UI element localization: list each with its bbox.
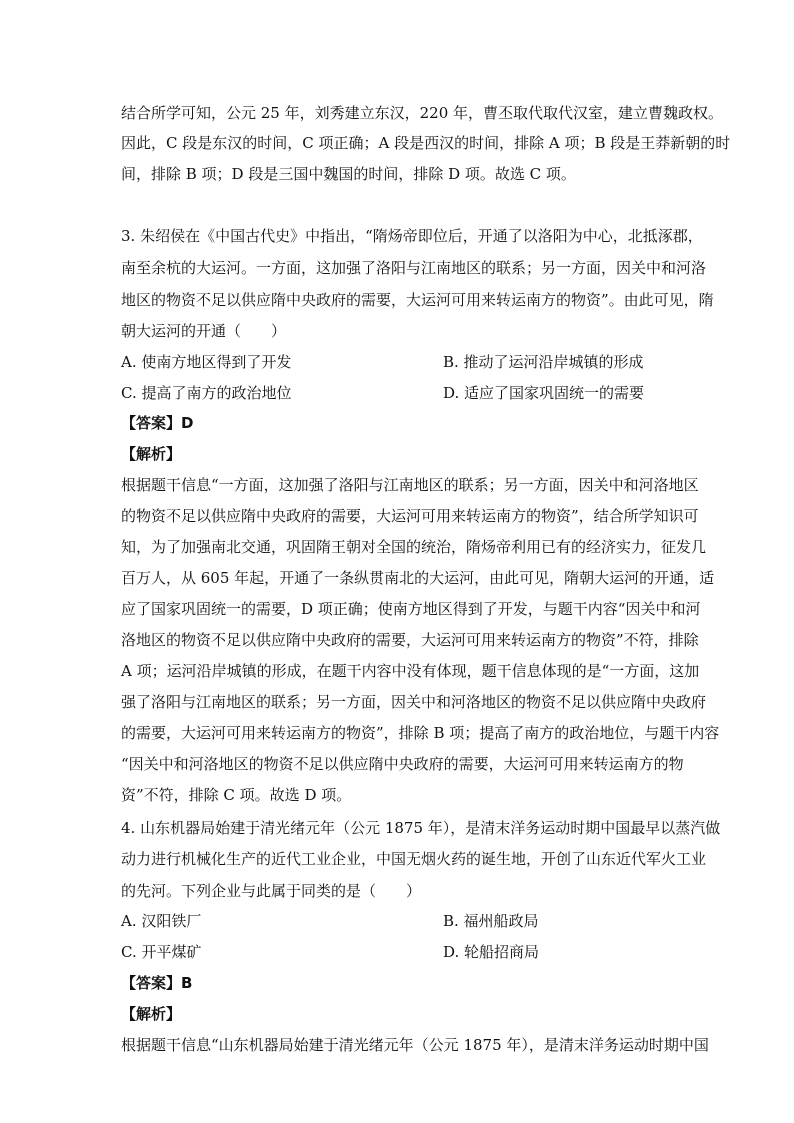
q4-option-a: A. 汉阳铁厂	[121, 912, 202, 930]
q3-analysis-line: 根据题干信息“一方面，这加强了洛阳与江南地区的联系；另一方面，因关中和河洛地区	[121, 476, 699, 494]
q3-analysis-line: 的需要，大运河可用来转运南方的物资”，排除 B 项；提高了南方的政治地位，与题干内容	[121, 724, 720, 742]
q4-analysis-label: 【解析】	[121, 1005, 182, 1023]
q3-analysis-line: 百万人，从 605 年起，开通了一条纵贯南北的大运河，由此可见，隋朝大运河的开通，适	[121, 569, 715, 587]
q4-option-d: D. 轮船招商局	[443, 943, 540, 961]
q3-analysis-line: 知，为了加强南北交通，巩固隋王朝对全国的统治，隋炀帝利用已有的经济实力，征发几	[121, 538, 707, 556]
q3-option-b: B. 推动了运河沿岸城镇的形成	[443, 353, 644, 371]
q4-stem-line: 4. 山东机器局始建于清光绪元年（公元 1875 年），是清末洋务运动时期中国最早以蒸汽做	[121, 819, 721, 837]
prev-analysis-line: 结合所学可知，公元 25 年，刘秀建立东汉，220 年，曹丕取代取代汉室，建立曹魏政权。	[121, 104, 724, 122]
q3-analysis-line: A 项；运河沿岸城镇的形成，在题干内容中没有体现，题干信息体现的是“一方面，这加	[121, 662, 700, 680]
q3-answer: 【答案】D	[121, 414, 194, 432]
q4-stem-line: 动力进行机械化生产的近代工业企业，中国无烟火药的诞生地，开创了山东近代军火工业	[121, 850, 707, 868]
q3-analysis-line: 的物资不足以供应隋中央政府的需要，大运河可用来转运南方的物资”，结合所学知识可	[121, 507, 699, 525]
q3-stem-line: 南至余杭的大运河。一方面，这加强了洛阳与江南地区的联系；另一方面，因关中和河洛	[121, 259, 707, 277]
q3-analysis-line: 应了国家巩固统一的需要，D 项正确；使南方地区得到了开发，与题干内容“因关中和河	[121, 600, 701, 618]
q4-analysis-line: 根据题干信息“山东机器局始建于清光绪元年（公元 1875 年），是清末洋务运动时期中国	[121, 1036, 709, 1054]
q3-analysis-line: 资”不符，排除 C 项。故选 D 项。	[121, 786, 352, 804]
prev-analysis-line: 因此，C 段是东汉的时间，C 项正确；A 段是西汉的时间，排除 A 项；B 段是王莽新朝的时	[121, 134, 731, 152]
q3-option-c: C. 提高了南方的政治地位	[121, 384, 292, 402]
q3-analysis-line: 洛地区的物资不足以供应隋中央政府的需要，大运河可用来转运南方的物资”不符，排除	[121, 631, 699, 649]
q4-option-c: C. 开平煤矿	[121, 943, 202, 961]
q4-stem-line: 的先河。下列企业与此属于同类的是（ ）	[121, 882, 422, 900]
q3-stem-line: 朝大运河的开通（ ）	[121, 322, 287, 340]
q4-option-b: B. 福州船政局	[443, 912, 539, 930]
q3-stem-line: 3. 朱绍侯在《中国古代史》中指出，“隋炀帝即位后，开通了以洛阳为中心，北抵涿郡，	[121, 227, 703, 245]
q4-answer: 【答案】B	[121, 974, 193, 992]
q3-option-a: A. 使南方地区得到了开发	[121, 353, 292, 371]
q3-analysis-label: 【解析】	[121, 445, 182, 463]
prev-analysis-line: 间，排除 B 项；D 段是三国中魏国的时间，排除 D 项。故选 C 项。	[121, 165, 576, 183]
q3-stem-line: 地区的物资不足以供应隋中央政府的需要，大运河可用来转运南方的物资”。由此可见，隋	[121, 291, 714, 309]
q3-option-d: D. 适应了国家巩固统一的需要	[443, 384, 645, 402]
q3-analysis-line: 强了洛阳与江南地区的联系；另一方面，因关中和河洛地区的物资不足以供应隋中央政府	[121, 693, 707, 711]
q3-analysis-line: “因关中和河洛地区的物资不足以供应隋中央政府的需要，大运河可用来转运南方的物	[121, 755, 684, 773]
